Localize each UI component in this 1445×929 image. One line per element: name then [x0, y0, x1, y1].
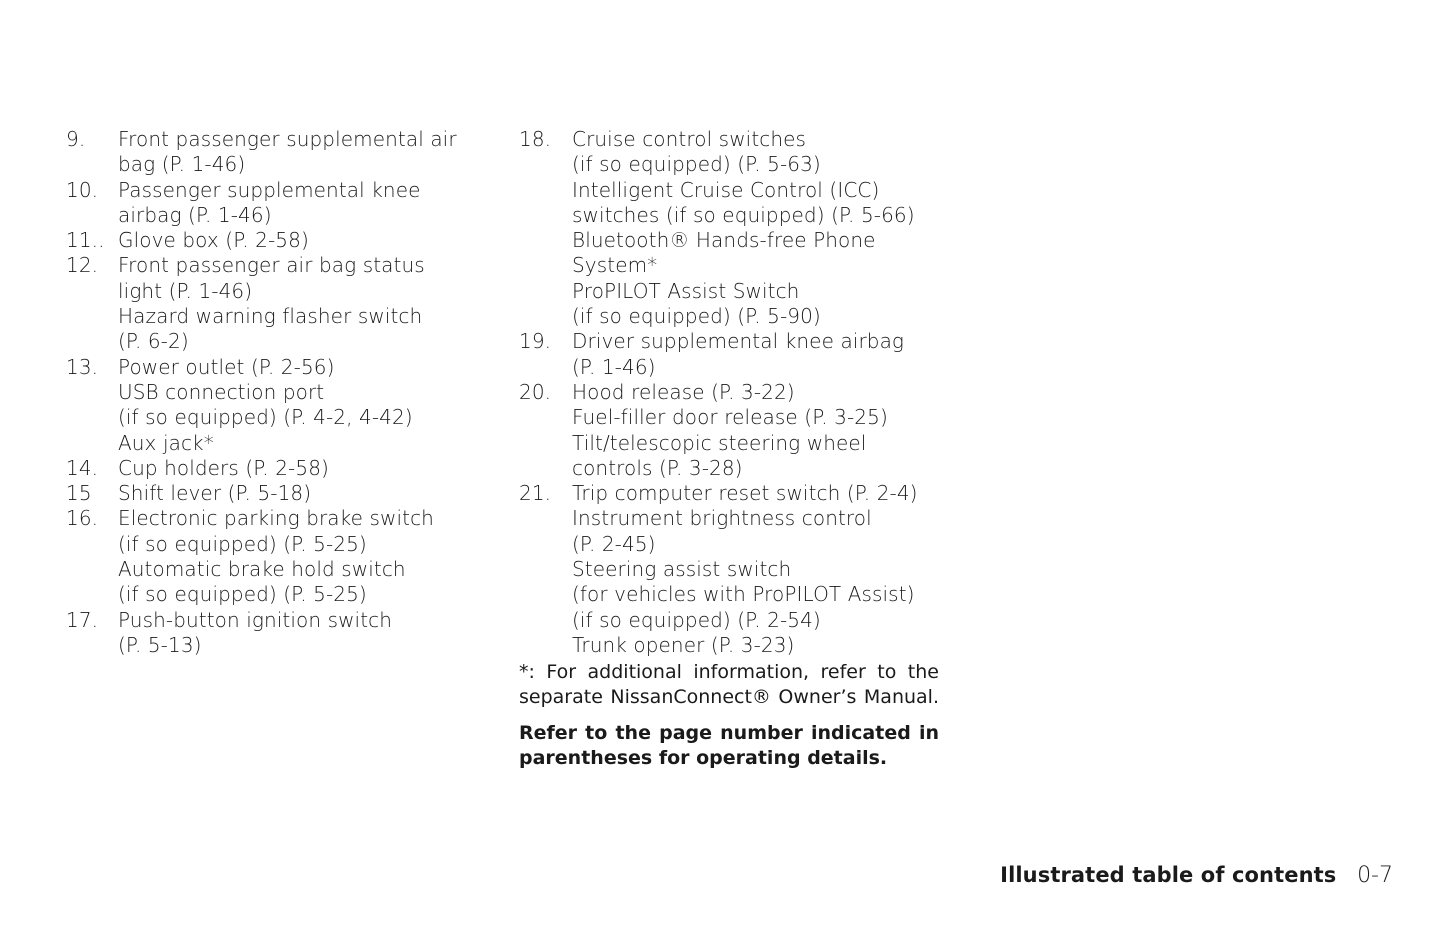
item-text: bag (P. 1-46) [118, 152, 246, 177]
list-item [519, 380, 939, 481]
item-text: Trunk opener (P. 3-23) [572, 632, 795, 657]
item-text: controls (P. 3-28) [572, 455, 743, 480]
item-number: 20. [519, 379, 552, 404]
list-item [519, 481, 939, 658]
item-text: Front passenger supplemental air [118, 127, 457, 151]
item-text: (for vehicles with ProPILOT Assist) [572, 582, 915, 607]
footnote-line: *: For additional information, refer to the [519, 661, 939, 684]
item-number: 11.. [66, 228, 105, 253]
item-number: 19. [519, 329, 552, 354]
list-item [66, 506, 486, 607]
item-number: 17. [66, 607, 99, 632]
item-text: Passenger supplemental knee [118, 177, 421, 202]
item-text: (P. 1-46) [572, 354, 656, 379]
list-item [66, 481, 486, 506]
item-text: (if so equipped) (P. 5-90) [572, 304, 821, 329]
item-text: (if so equipped) (P. 4-2, 4-42) [118, 405, 413, 430]
item-text: USB connection port [118, 379, 325, 404]
item-text: Steering assist switch [572, 557, 792, 582]
item-text: Electronic parking brake switch [118, 506, 434, 531]
list-item [519, 127, 939, 329]
operating-details-note [519, 721, 939, 771]
section-title: Illustrated table of contents [1000, 863, 1337, 887]
item-number: 13. [66, 354, 99, 379]
item-text: Automatic brake hold switch [118, 557, 406, 582]
item-number: 14. [66, 455, 99, 480]
item-text: (if so equipped) (P. 5-25) [118, 582, 367, 607]
item-number: 12. [66, 253, 99, 278]
item-number: 9. [66, 127, 86, 151]
item-text: Bluetooth® Hands-free Phone [572, 228, 876, 253]
list-item [66, 127, 486, 178]
item-text: Front passenger air bag status [118, 253, 425, 278]
item-number: 21. [519, 481, 552, 506]
item-text: Cup holders (P. 2-58) [118, 455, 329, 480]
list-item [66, 253, 486, 354]
left-column [66, 127, 486, 658]
item-text: Hazard warning flasher switch [118, 304, 423, 329]
item-text: Instrument brightness control [572, 506, 872, 531]
item-text: Glove box (P. 2-58) [118, 228, 309, 253]
item-text: (if so equipped) (P. 5-25) [118, 531, 367, 556]
item-text: Push-button ignition switch [118, 607, 393, 632]
item-number: 18. [519, 127, 552, 151]
note-line: Refer to the page number indicated in [519, 722, 939, 745]
item-text: (P. 2-45) [572, 531, 656, 556]
item-number: 10. [66, 177, 99, 202]
item-text: (if so equipped) (P. 2-54) [572, 607, 821, 632]
item-text: Intelligent Cruise Control (ICC) [572, 177, 880, 202]
item-text: (if so equipped) (P. 5-63) [572, 152, 821, 177]
footnote [519, 660, 939, 710]
page-footer [1000, 860, 1393, 891]
item-text: (P. 5-13) [118, 632, 202, 657]
item-text: Tilt/telescopic steering wheel [572, 430, 867, 455]
item-text: Aux jack* [118, 430, 214, 455]
item-number: 16. [66, 506, 99, 531]
item-text: (P. 6-2) [118, 329, 189, 354]
item-text: Shift lever (P. 5-18) [118, 481, 312, 506]
item-number: 15 [66, 481, 92, 506]
item-text: Fuel-filler door release (P. 3-25) [572, 405, 888, 430]
item-text: airbag (P. 1-46) [118, 202, 272, 227]
item-text: ProPILOT Assist Switch [572, 278, 800, 303]
footnote-line: separate NissanConnect® Owner’s Manual. [519, 686, 939, 709]
right-column [519, 127, 939, 771]
item-text: Driver supplemental knee airbag [572, 329, 905, 354]
item-text: switches (if so equipped) (P. 5-66) [572, 202, 915, 227]
page-number: 0-7 [1357, 863, 1393, 888]
list-item [66, 228, 486, 253]
item-text: Trip computer reset switch (P. 2-4) [572, 481, 918, 506]
list-item [66, 456, 486, 481]
list-item [66, 608, 486, 659]
list-item [66, 178, 486, 229]
item-text: Cruise control switches [572, 127, 807, 151]
list-item [66, 355, 486, 456]
note-line: parentheses for operating details. [519, 747, 888, 770]
list-item [519, 329, 939, 380]
item-text: light (P. 1-46) [118, 278, 253, 303]
item-text: System* [572, 253, 658, 278]
item-text: Power outlet (P. 2-56) [118, 354, 335, 379]
item-text: Hood release (P. 3-22) [572, 379, 795, 404]
